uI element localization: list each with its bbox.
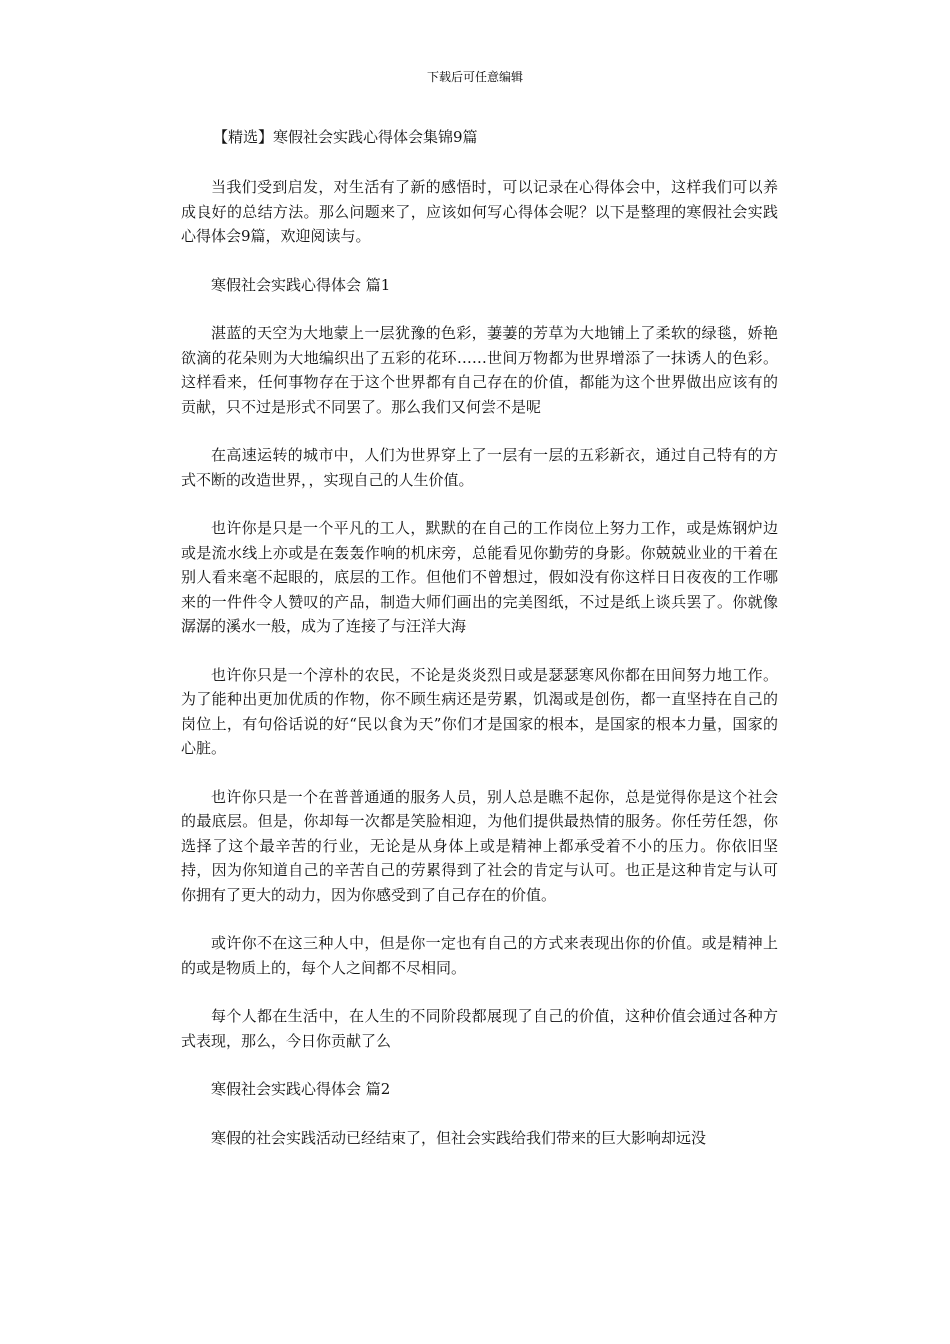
- body-paragraph: 在高速运转的城市中，人们为世界穿上了一层有一层的五彩新衣，通过自己特有的方式不断的改造世界，，实现自己的人生价值。: [181, 446, 778, 489]
- page-header: 下载后可任意编辑: [426, 70, 523, 84]
- body-paragraph: 每个人都在生活中，在人生的不同阶段都展现了自己的价值，这种价值会通过各种方式表现，那么，今日你贡献了么: [181, 1007, 778, 1050]
- intro-paragraph: 当我们受到启发，对生活有了新的感悟时，可以记录在心得体会中，这样我们可以养成良好的总结方法。那么问题来了，应该如何写心得体会呢？以下是整理的寒假社会实践心得体会9篇，欢迎阅读与。: [181, 178, 778, 245]
- section-heading-2: 寒假社会实践心得体会 篇2: [211, 1080, 391, 1098]
- body-paragraph: 也许你只是一个淳朴的农民，不论是炎炎烈日或是瑟瑟寒风你都在田间努力地工作。为了能种出更加优质的作物，你不顾生病还是劳累，饥渴或是创伤，都一直坚持在自己的岗位上，有句俗话说的好“民以食为天”你们才是国家的根本，是国家的根本力量，国家的心脏。: [181, 665, 778, 757]
- body-paragraph: 也许你只是一个在普普通通的服务人员，别人总是瞧不起你，总是觉得你是这个社会的最底层。但是，你却每一次都是笑脸相迎，为他们提供最热情的服务。你任劳任怨，你选择了这个最辛苦的行业，无论是从身体上或是精神上都承受着不小的压力。你依旧坚持，因为你知道自己的辛苦自己的劳累得到了社会的肯定与认可。也正是这种肯定与认可你拥有了更大的动力，因为你感受到了自己存在的价值。: [181, 787, 778, 904]
- body-paragraph: 也许你是只是一个平凡的工人，默默的在自己的工作岗位上努力工作，或是炼钢炉边或是流水线上亦或是在轰轰作响的机床旁，总能看见你勤劳的身影。你兢兢业业的干着在别人看来毫不起眼的，底层的工作。但他们不曾想过，假如没有你这样日日夜夜的工作哪来的一件件令人赞叹的产品，制造大师们画出的完美图纸，不过是纸上谈兵罢了。你就像潺潺的溪水一般，成为了连接了与汪洋大海: [181, 519, 778, 635]
- document-body: [181, 175, 778, 1174]
- document-title: 【精选】寒假社会实践心得体会集锦9篇: [213, 128, 478, 146]
- body-paragraph: 湛蓝的天空为大地蒙上一层犹豫的色彩，萋萋的芳草为大地铺上了柔软的绿毯，娇艳欲滴的花朵则为大地编织出了五彩的花环……世间万物都为世界增添了一抹诱人的色彩。这样看来，任何事物存在于这个世界都有自己存在的价值，都能为这个世界做出应该有的贡献，只不过是形式不同罢了。那么我们又何尝不是呢: [181, 324, 778, 416]
- body-paragraph: 或许你不在这三种人中，但是你一定也有自己的方式来表现出你的价值。或是精神上的或是物质上的，每个人之间都不尽相同。: [181, 934, 778, 977]
- section-heading-1: 寒假社会实践心得体会 篇1: [211, 275, 391, 294]
- body-paragraph: 寒假的社会实践活动已经结束了，但社会实践给我们带来的巨大影响却远没: [211, 1128, 707, 1147]
